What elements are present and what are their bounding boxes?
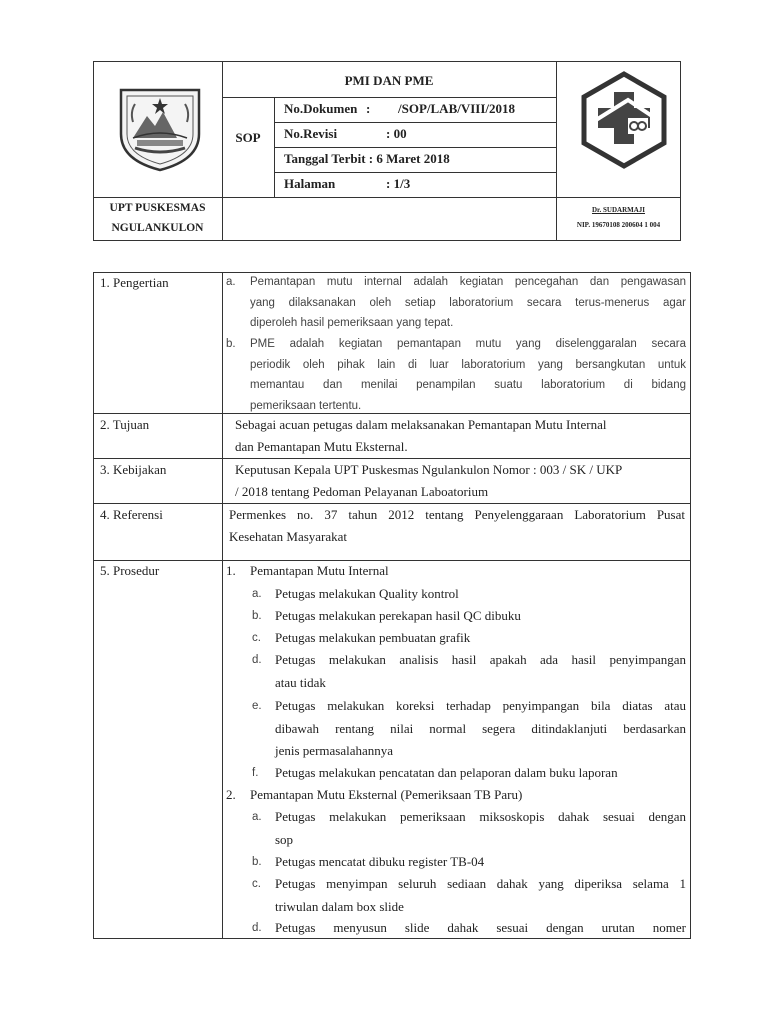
signer-name: Dr. SUDARMAJI xyxy=(591,206,646,214)
signer-block xyxy=(556,203,681,233)
text-line: dan Pemantapan Mutu Eksternal. xyxy=(235,439,408,454)
issue-date: Tanggal Terbit : 6 Maret 2018 xyxy=(284,151,450,166)
page-value: : 1/3 xyxy=(386,176,411,191)
section-label: 5. Prosedur xyxy=(100,563,160,578)
table-divider xyxy=(222,272,223,938)
procedure-step xyxy=(275,627,686,650)
group-title: Pemantapan Mutu Eksternal (Pemeriksaan TB Paru) xyxy=(250,787,523,802)
text-line: sop xyxy=(275,831,294,847)
list-marker: c. xyxy=(252,632,261,644)
text-line: yang dilaksanakan oleh setiap laboratorium secara terus-menerus agar xyxy=(250,296,686,309)
text-line: Petugas melakukan pemeriksaan miksoskopis dahak sesuai dengan xyxy=(275,809,686,824)
text-line: diperoleh hasil pemeriksaan yang tepat. xyxy=(250,317,454,329)
text-line: periodik oleh pihak lain di luar laboratorium yang bersangkutan untuk xyxy=(250,358,686,371)
list-marker: b. xyxy=(252,856,262,868)
procedure-step xyxy=(275,762,686,785)
org-name xyxy=(93,197,222,238)
text-line: pemeriksaan tertentu. xyxy=(250,399,362,412)
page-label: Halaman xyxy=(284,176,336,191)
text-line: Petugas melakukan perekapan hasil QC dibuku xyxy=(275,608,521,623)
puskesmas-logo xyxy=(578,70,670,170)
text-line: Permenkes no. 37 tahun 2012 tentang Penyelenggaraan Laboratorium Pusat xyxy=(229,507,685,522)
tujuan-content xyxy=(235,414,685,458)
text-line: PME adalah kegiatan pemantapan mutu yang diselenggaralan secara xyxy=(250,338,686,350)
procedure-step xyxy=(275,806,686,851)
section-label: 1. Pengertian xyxy=(100,275,169,290)
date-row xyxy=(274,147,556,171)
text-line: Petugas melakukan pencatatan dan pelaporan dalam buku laporan xyxy=(275,765,618,780)
procedure-step xyxy=(275,583,686,606)
text-line: Keputusan Kepala UPT Puskesmas Ngulankulon Nomor : 003 / SK / UKP xyxy=(235,462,623,477)
procedure-step xyxy=(275,873,686,918)
doc-number-label: No.Dokumen xyxy=(284,101,358,116)
text-line: Pemantapan mutu internal adalah kegiatan pencegahan dan pengawasan xyxy=(250,276,686,288)
text-line: Petugas menyimpan seluruh sediaan dahak yang diperiksa selama 1 xyxy=(275,876,686,891)
doc-number-value: /SOP/LAB/VIII/2018 xyxy=(398,101,516,116)
kebijakan-content xyxy=(235,459,685,503)
doc-number-row xyxy=(274,97,556,121)
list-marker: b. xyxy=(252,610,262,622)
text-line: atau tidak xyxy=(275,674,326,690)
text-line: memantau dan menilai penampilan suatu laboratorium di bidang xyxy=(250,379,686,391)
kabupaten-emblem-logo xyxy=(113,82,207,172)
text-line: Petugas melakukan Quality kontrol xyxy=(275,586,459,601)
procedure-step xyxy=(275,605,686,628)
list-marker: a. xyxy=(252,811,262,823)
text-line: Petugas melakukan pembuatan grafik xyxy=(275,630,471,645)
list-marker: a. xyxy=(252,588,262,600)
revision-row xyxy=(274,122,556,146)
list-marker: d. xyxy=(252,654,262,666)
group-marker: 2. xyxy=(226,787,236,802)
procedure-step xyxy=(275,649,686,694)
group-title: Pemantapan Mutu Internal xyxy=(250,563,389,578)
list-marker: f. xyxy=(252,767,259,779)
procedure-step xyxy=(275,851,686,874)
text-line: dibawah rentang nilai normal segera ditindaklanjuti berdasarkan xyxy=(275,720,686,736)
colon-separator: : xyxy=(366,101,371,116)
list-marker: e. xyxy=(252,700,262,712)
org-name-line: NGULANKULON xyxy=(111,222,204,234)
group-marker: 1. xyxy=(226,563,236,578)
text-line: triwulan dalam box slide xyxy=(275,898,404,914)
page-row xyxy=(274,172,556,196)
section-label: 4. Referensi xyxy=(100,507,163,522)
section-label: 3. Kebijakan xyxy=(100,462,167,477)
document-title: PMI DAN PME xyxy=(344,73,434,88)
list-marker: d. xyxy=(252,922,262,934)
section-label: 2. Tujuan xyxy=(100,417,150,432)
text-line: / 2018 tentang Pedoman Pelayanan Laboatorium xyxy=(235,484,489,499)
referensi-content xyxy=(229,504,685,548)
sop-label: SOP xyxy=(235,130,261,145)
org-name-line: UPT PUSKESMAS xyxy=(109,202,206,214)
text-line: Kesehatan Masyarakat xyxy=(229,529,348,544)
signer-nip: NIP. 19670108 200604 1 004 xyxy=(576,221,661,229)
text-line: Sebagai acuan petugas dalam melaksanakan Pemantapan Mutu Internal xyxy=(235,417,607,432)
procedure-step xyxy=(275,917,686,940)
list-marker: a. xyxy=(226,276,236,288)
text-line: Petugas melakukan analisis hasil apakah ada hasil penyimpangan xyxy=(275,652,686,667)
text-line: jenis permasalahannya xyxy=(275,743,394,758)
text-line: Petugas melakukan koreksi terhadap penyimpangan bila diatas atau xyxy=(275,698,686,713)
table-divider xyxy=(93,560,691,561)
text-line: Petugas menyusun slide dahak sesuai dengan urutan nomer xyxy=(275,920,686,935)
list-marker: b. xyxy=(226,338,236,350)
list-marker: c. xyxy=(252,878,261,890)
text-line: Petugas mencatat dibuku register TB-04 xyxy=(275,854,485,869)
procedure-step xyxy=(275,695,686,763)
definition-item xyxy=(250,272,686,334)
revision-label: No.Revisi xyxy=(284,126,338,141)
definition-item xyxy=(250,334,686,416)
revision-value: : 00 xyxy=(386,126,407,141)
